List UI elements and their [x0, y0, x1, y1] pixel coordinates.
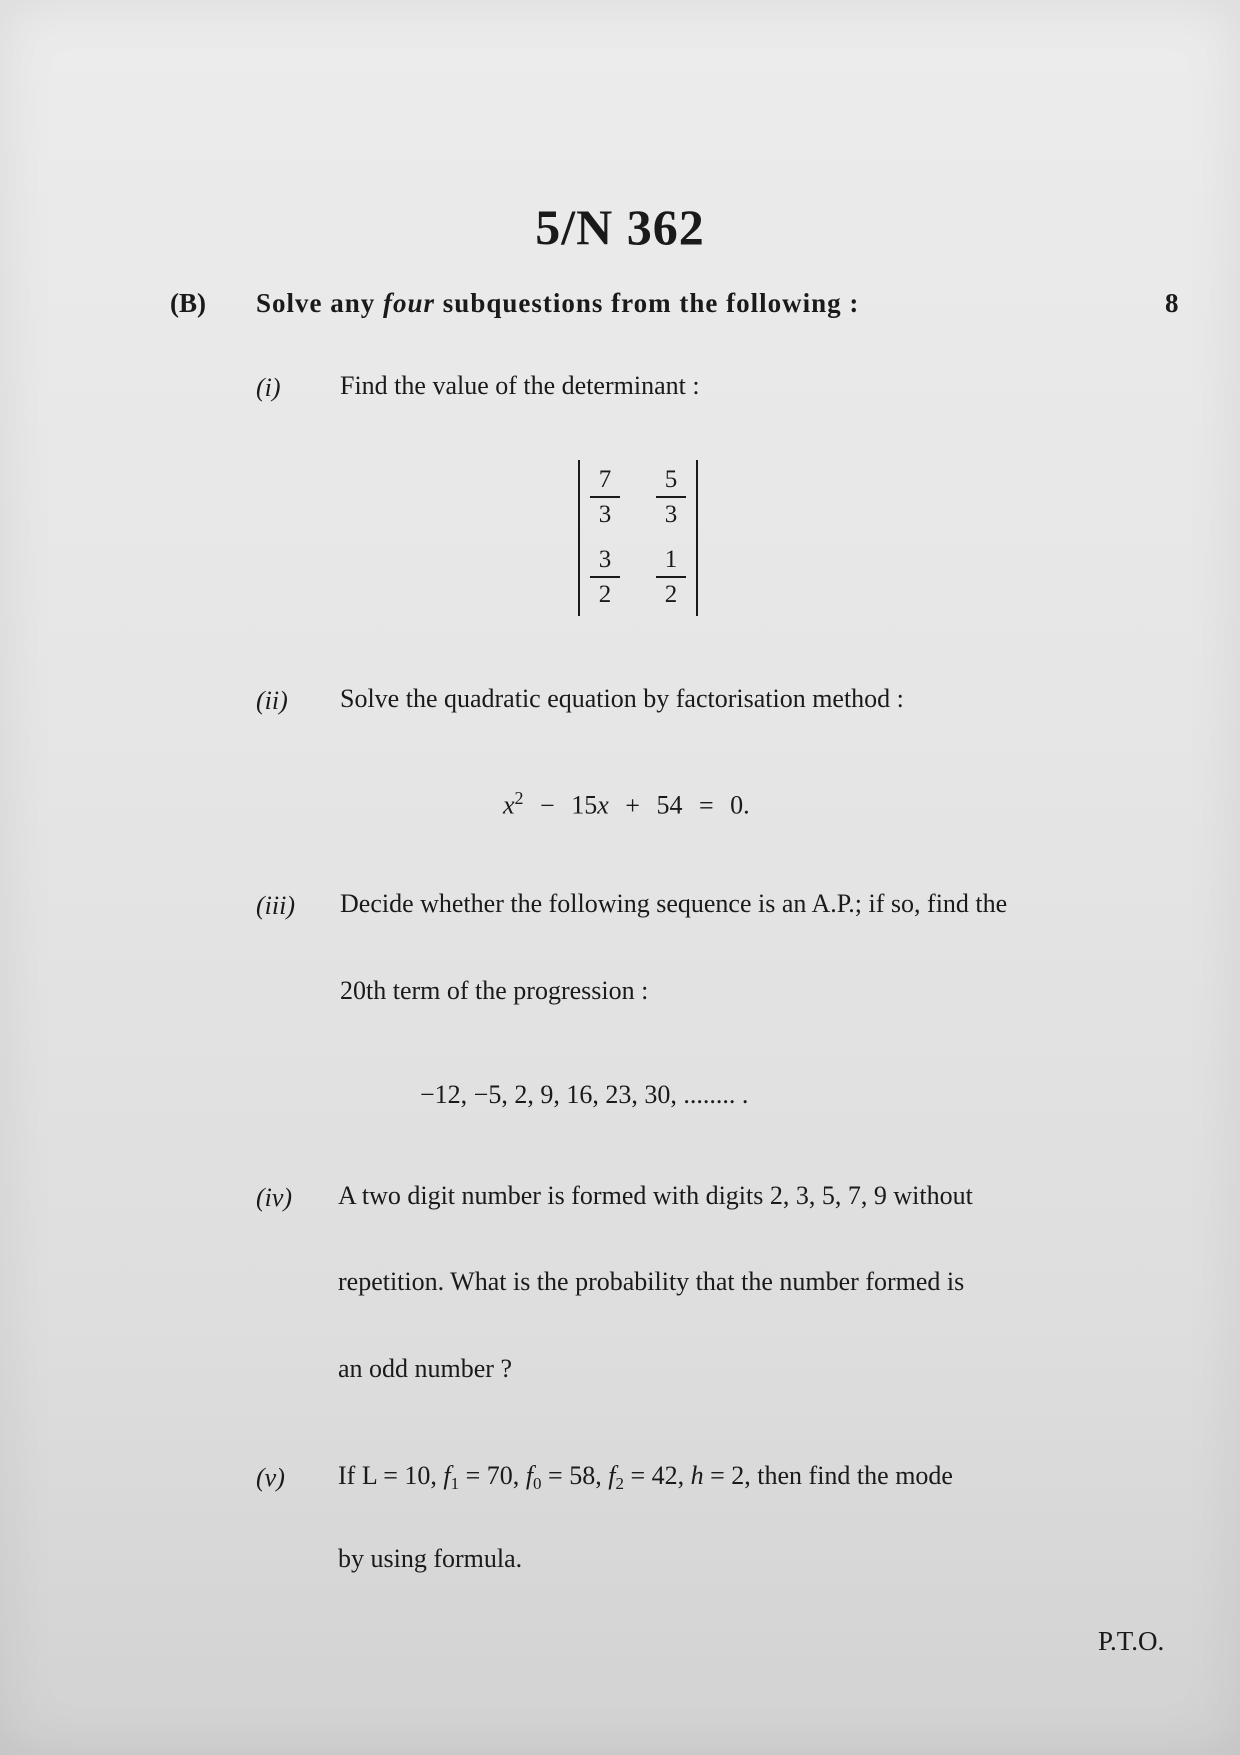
eq-var2: x: [597, 790, 609, 820]
q5-f2-sub: 2: [615, 1474, 624, 1493]
instruction-pre: Solve any: [256, 288, 376, 318]
question-text-4-line1: A two digit number is formed with digits 2, 3, 5, 7, 9 without: [338, 1181, 973, 1210]
cell-21-numerator: 3: [590, 544, 620, 578]
q5-f2-var: f: [608, 1461, 616, 1490]
instruction-post: subquestions from the following :: [442, 288, 860, 318]
cell-12-denominator: 3: [664, 501, 678, 528]
q5-f0-var: f: [525, 1461, 534, 1490]
cell-22-numerator: 1: [656, 544, 686, 578]
q5-f1-var: f: [443, 1461, 451, 1490]
cell-12-numerator: 5: [656, 464, 686, 498]
question-text-1: Find the value of the determinant :: [340, 371, 700, 400]
eq-op1: −: [540, 790, 555, 820]
pto-label: P.T.O.: [1098, 1626, 1165, 1656]
question-text-3-line1: Decide whether the following sequence is an A.P.; if so, find the: [340, 889, 1008, 918]
q5-f0-sub: 0: [533, 1474, 542, 1493]
sequence: −12, −5, 2, 9, 16, 23, 30, ........ .: [420, 1080, 749, 1109]
question-text-2: Solve the quadratic equation by factorisation method :: [340, 684, 904, 713]
question-number-4: (iv): [256, 1183, 293, 1212]
matrix-cell-12: [656, 464, 686, 530]
cell-22-denominator: 2: [664, 581, 678, 608]
question-number-2: (ii): [256, 686, 288, 715]
instruction-emphasis: four: [383, 288, 436, 318]
eq-rhs: 0.: [730, 790, 750, 820]
page-code: 5/N 362: [535, 199, 705, 255]
section-letter: (B): [170, 288, 206, 318]
eq-const: 54: [656, 790, 683, 820]
q5-if: If L = 10,: [338, 1461, 437, 1490]
question-text-3-line2: 20th term of the progression :: [340, 976, 649, 1005]
question-text-5-line1: [338, 1458, 953, 1496]
q5-f1-sub: 1: [450, 1474, 460, 1493]
matrix-cell-21: [590, 544, 620, 610]
cell-11-numerator: 7: [590, 464, 620, 498]
question-text-5-line2: by using formula.: [338, 1544, 523, 1573]
section-instruction: [256, 288, 859, 319]
eq-equals: =: [698, 790, 714, 820]
matrix-cell-11: [590, 464, 620, 530]
q5-f2-val: = 42,: [630, 1461, 685, 1490]
q5-f0-val: = 58,: [548, 1461, 602, 1490]
question-number-3: (iii): [256, 891, 295, 920]
question-text-4-line3: an odd number ?: [338, 1354, 513, 1383]
matrix-cell-22: [656, 544, 686, 610]
eq-term2: 15: [571, 790, 598, 820]
question-text-4-line2: repetition. What is the probability that the number formed is: [338, 1267, 965, 1296]
determinant: [578, 460, 698, 616]
eq-var: x: [503, 790, 515, 820]
question-number-5: (v): [256, 1463, 285, 1492]
section-marks: 8: [1165, 288, 1179, 318]
cell-11-denominator: 3: [598, 501, 612, 528]
quadratic-equation: [503, 788, 750, 821]
q5-f1-val: = 70,: [465, 1461, 520, 1490]
eq-op2: +: [625, 790, 640, 820]
cell-21-denominator: 2: [598, 581, 612, 608]
question-number-1: (i): [256, 373, 281, 402]
eq-power: 2: [514, 788, 524, 808]
q5-h-val: = 2, then find the mode: [710, 1461, 953, 1490]
q5-h-var: h: [690, 1461, 704, 1490]
